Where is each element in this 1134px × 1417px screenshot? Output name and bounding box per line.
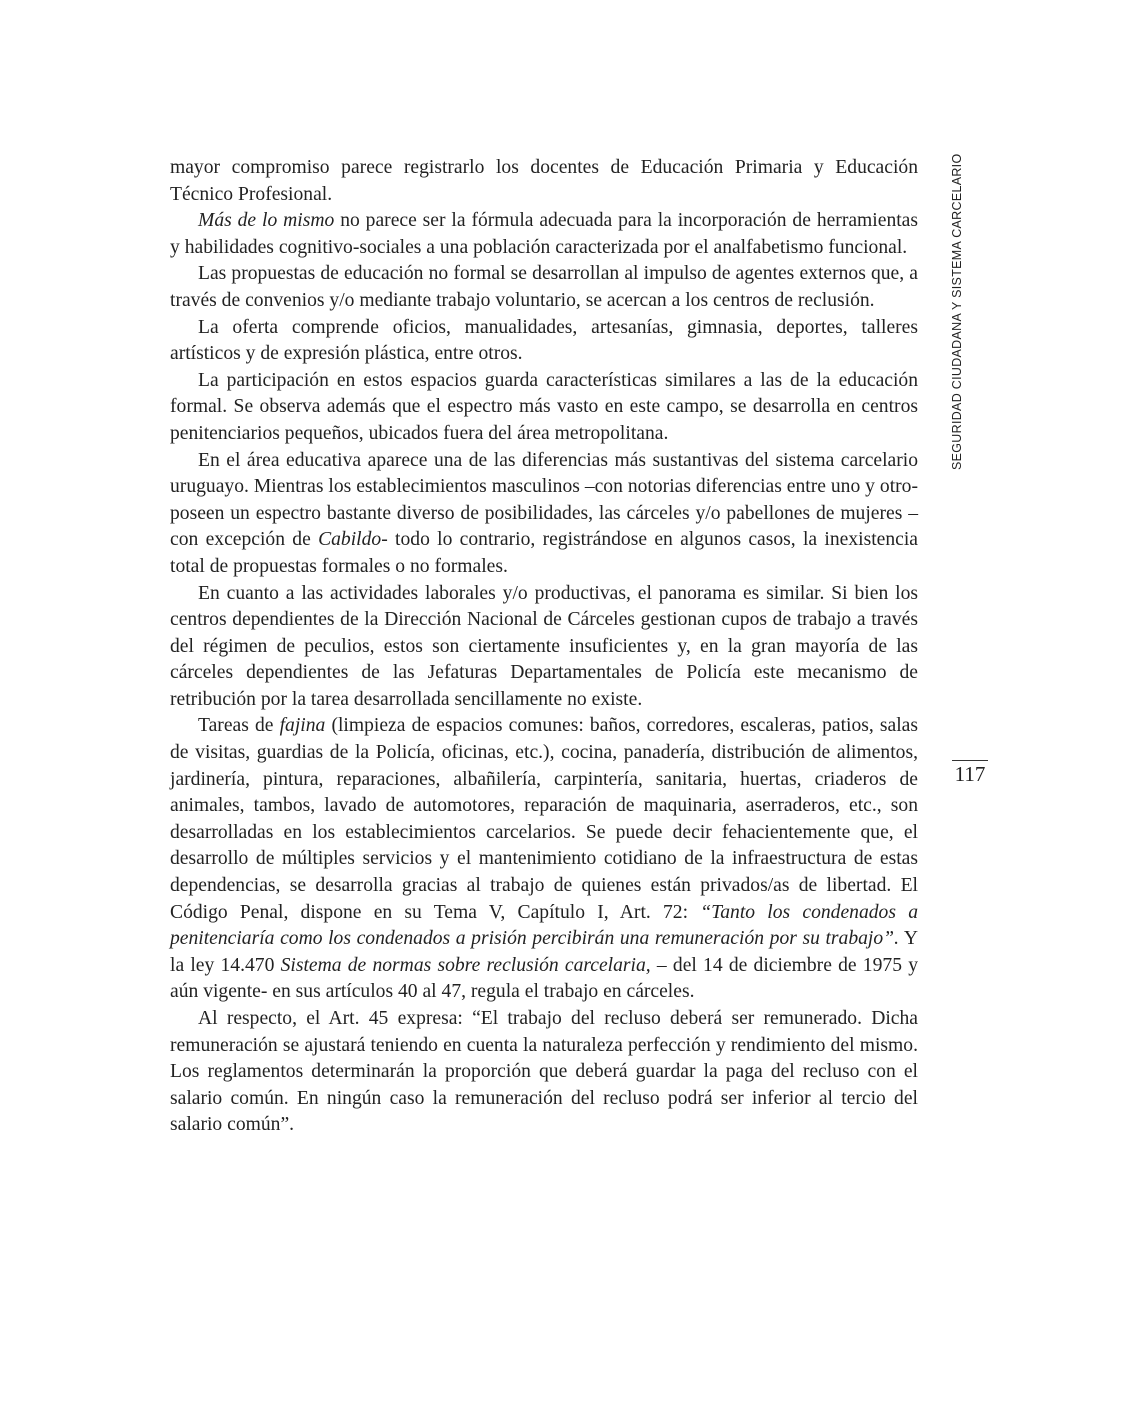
body-text — [170, 155, 918, 1139]
italic-phrase: Cabildo — [318, 529, 382, 551]
paragraph-5: La participación en estos espacios guarda características similares a las de la educación formal. Se observa además que el espectro más vasto en este campo, se desarrolla en centros penitenciarios pequeños, ubicados fuera del área metropolitana. — [170, 369, 918, 444]
running-section-title: SEGURIDAD CIUDADANA Y SISTEMA CARCELARIO — [950, 153, 964, 470]
paragraph-8: Tareas de fajina (limpieza de espacios comunes: baños, corredores, escaleras, patios, salas de visitas, guardias de la Policía, oficinas, etc.), cocina, panadería, distribución de alimentos, jardinería, pintura, reparaciones, albañilería, carpintería, sanitaria, huertas, criaderos de animales, tambos, lavado de automotores, reparación de maquinaria, aserraderos, etc., son desarrolladas en los establecimientos carcelarios. Se puede decir fehacientemente que, el desarrollo de múltiples servicios y el mantenimiento cotidiano de la infraestructura de estas dependencias, se desarrolla gracias al trabajo de quienes están privados/as de libertad. El Código Penal, dispone en su Tema V, Capítulo I, Art. 72: “Tanto los condenados a penitenciaría como los condenados a prisión percibirán una remuneración por su trabajo”. Y la ley 14.470 Sistema de normas sobre reclusión carcelaria, – del 14 de diciembre de 1975 y aún vigente- en sus artículos 40 al 47, regula el trabajo en cárceles. — [170, 715, 919, 1003]
paragraph-1: mayor compromiso parece registrarlo los docentes de Educación Primaria y Educación Técnico Profesional. — [170, 157, 918, 205]
paragraph-6: En el área educativa aparece una de las diferencias más sustantivas del sistema carcelario uruguayo. Mientras los establecimientos masculinos –con notorias diferencias entre uno y otro- poseen un espectro bastante diverso de posibilidades, las cárceles y/o pabellones de mujeres –con excepción de Cabildo- todo lo contrario, registrándose en algunos casos, la inexistencia total de propuestas formales o no formales. — [170, 449, 918, 577]
page-number-rule — [952, 760, 988, 761]
paragraph-9: Al respecto, el Art. 45 expresa: “El trabajo del recluso deberá ser remunerado. Dicha remuneración se ajustará teniendo en cuenta la naturaleza perfección y rendimiento del mismo. Los reglamentos determinarán la proporción que deberá guardar la paga del recluso con el salario común. En ningún caso la remuneración del recluso podrá ser inferior al tercio del salario común”. — [170, 1008, 918, 1136]
page-number: 117 — [954, 762, 986, 786]
paragraph-4: La oferta comprende oficios, manualidades, artesanías, gimnasia, deportes, talleres artísticos y de expresión plástica, entre otros. — [170, 316, 918, 365]
italic-law-title: Sistema de normas sobre reclusión carcelaria, — [280, 954, 651, 976]
italic-phrase: Más de lo mismo — [198, 210, 335, 232]
paragraph-7: En cuanto a las actividades laborales y/o productivas, el panorama es similar. Si bien los centros dependientes de la Dirección Nacional de Cárceles gestionan cupos de trabajo a través del régimen de peculios, estos son ciertamente insuficientes y, en la gran mayoría de las cárceles dependientes de las Jefaturas Departamentales de Policía este mecanismo de retribución por la tarea desarrollada sencillamente no existe. — [170, 582, 918, 710]
paragraph-2: Más de lo mismo no parece ser la fórmula adecuada para la incorporación de herramientas y habilidades cognitivo-sociales a una población caracterizada por el analfabetismo funcional. — [170, 210, 919, 258]
paragraph-3: Las propuestas de educación no formal se desarrollan al impulso de agentes externos que, a través de convenios y/o mediante trabajo voluntario, se acercan a los centros de reclusión. — [170, 263, 918, 311]
italic-quote: “Tanto los condenados a penitenciaría como los condenados a prisión percibirán una remuneración por su trabajo”. — [170, 901, 918, 950]
italic-phrase: fajina — [279, 715, 326, 737]
